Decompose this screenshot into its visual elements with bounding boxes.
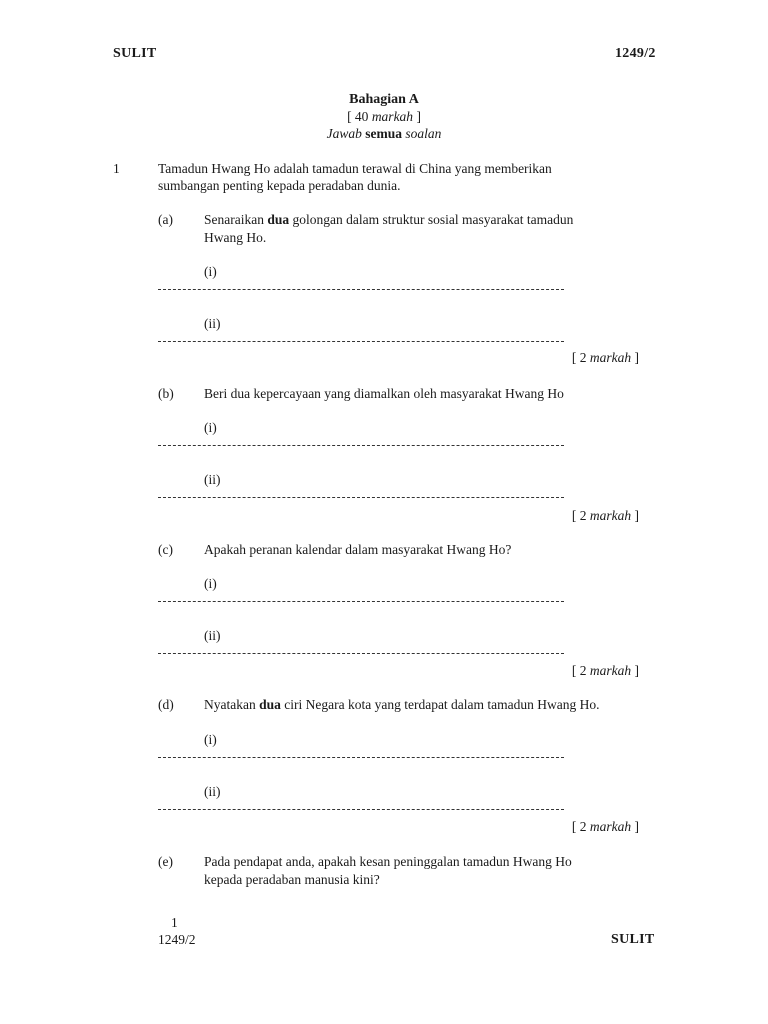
question-stem-line2: sumbangan penting kepada peradaban dunia. xyxy=(158,178,401,193)
answer-line[interactable] xyxy=(158,497,564,498)
answer-line[interactable] xyxy=(158,601,564,602)
footer-paper-code: 1249/2 xyxy=(158,932,196,947)
part-b-marks: [ 2 markah ] xyxy=(571,508,639,523)
part-a-item-i: (i) xyxy=(204,264,217,279)
part-c-label: (c) xyxy=(158,542,173,557)
header-confidential: SULIT xyxy=(113,46,157,61)
part-b-item-ii: (ii) xyxy=(204,472,221,487)
answer-line[interactable] xyxy=(158,445,564,446)
part-a-item-ii: (ii) xyxy=(204,316,221,331)
part-d-item-ii: (ii) xyxy=(204,784,221,799)
part-d-question: Nyatakan dua ciri Negara kota yang terdapat dalam tamadun Hwang Ho. xyxy=(204,697,600,712)
answer-line[interactable] xyxy=(158,289,564,290)
answer-line[interactable] xyxy=(158,341,564,342)
part-c-question: Apakah peranan kalendar dalam masyarakat Hwang Ho? xyxy=(204,542,512,557)
question-stem-line1: Tamadun Hwang Ho adalah tamadun terawal di China yang memberikan xyxy=(158,161,552,176)
part-a-question: Senaraikan dua golongan dalam struktur sosial masyarakat tamadun xyxy=(204,212,574,227)
answer-line[interactable] xyxy=(158,757,564,758)
page-number: 1 xyxy=(171,915,178,930)
part-c-marks: [ 2 markah ] xyxy=(571,663,639,678)
question-number: 1 xyxy=(113,161,120,176)
part-c-item-i: (i) xyxy=(204,576,217,591)
answer-line[interactable] xyxy=(158,809,564,810)
part-e-question-line2: kepada peradaban manusia kini? xyxy=(204,872,380,887)
part-b-label: (b) xyxy=(158,386,174,401)
part-a-label: (a) xyxy=(158,212,173,227)
part-d-item-i: (i) xyxy=(204,732,217,747)
part-a-question-line2: Hwang Ho. xyxy=(204,230,267,245)
section-title: Bahagian A xyxy=(349,92,419,107)
part-b-question: Beri dua kepercayaan yang diamalkan oleh masyarakat Hwang Ho xyxy=(204,386,564,401)
answer-line[interactable] xyxy=(158,653,564,654)
part-e-label: (e) xyxy=(158,854,173,869)
footer-confidential: SULIT xyxy=(611,932,655,947)
section-instruction: Jawab semua soalan xyxy=(326,126,442,141)
part-d-label: (d) xyxy=(158,697,174,712)
part-a-marks: [ 2 markah ] xyxy=(571,350,639,365)
part-c-item-ii: (ii) xyxy=(204,628,221,643)
part-e-question-line1: Pada pendapat anda, apakah kesan peninggalan tamadun Hwang Ho xyxy=(204,854,572,869)
header-paper-code: 1249/2 xyxy=(615,46,656,61)
section-marks: [ 40 markah ] xyxy=(347,109,421,124)
part-d-marks: [ 2 markah ] xyxy=(571,819,639,834)
part-b-item-i: (i) xyxy=(204,420,217,435)
